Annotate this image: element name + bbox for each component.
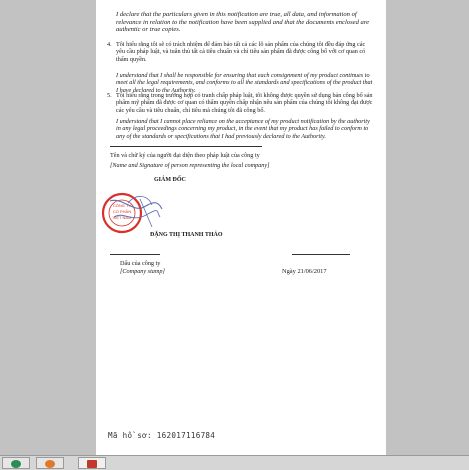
document-page[interactable] — [96, 0, 386, 455]
taskbar — [0, 455, 469, 470]
stamp-title: GIÁM ĐỐC — [154, 177, 186, 183]
item-5-text-vn: Tôi hiểu rằng trong trường hợp có tranh chấp pháp luật, tôi không được quyền sử dụng bản công bố sản phẩm mỹ phẩm đã được cơ quan có thẩm quyền chấp nhận nêu sản phẩm của chúng tôi không đạt được các yêu cầu và tiêu chuẩn, chỉ tiêu mà chúng tôi đã công bố. — [116, 92, 373, 114]
svg-text:CÔNG TY: CÔNG TY — [112, 203, 132, 208]
taskbar-button-3[interactable] — [78, 457, 106, 469]
signature-label-en: [Name and Signature of person representing the local company] — [110, 162, 270, 169]
item-4-text-en: I understand that I shall be responsible for ensuring that each consignment of my product continues to meet all the legal requirements, and conforms to all the standards and specifications of the product that I have declared to the Authority. — [116, 72, 373, 94]
date-line — [292, 254, 350, 255]
signature-date: Ngày 21/06/2017 — [282, 268, 327, 275]
signer-name: ĐẶNG THỊ THANH THẢO — [150, 232, 223, 238]
taskbar-button-1[interactable] — [2, 457, 30, 469]
viewer-background-right — [386, 0, 469, 455]
taskbar-button-2[interactable] — [36, 457, 64, 469]
company-stamp-label-en: [Company stamp] — [120, 268, 165, 275]
company-stamp-line — [110, 254, 160, 255]
item-5-number: 5. — [107, 92, 112, 99]
app-orange-icon — [45, 460, 55, 468]
app-red-icon — [87, 460, 97, 468]
svg-text:CỔ PHẦN: CỔ PHẦN — [112, 209, 132, 214]
item-4-text-vn: Tôi hiểu rằng tôi sẽ có trách nhiệm để đảm bảo tất cả các lô sản phẩm của chúng tôi đều đáp ứng các yêu cầu pháp luật, và tuân thủ tất cả tiêu chuẩn và chỉ tiêu sản phẩm đã được công bố với cơ quan có thẩm quyền. — [116, 41, 366, 63]
declaration-intro-en: I declare that the particulars given in this notification are true, all data, and information of relevance in relation to the notification have been supplied and that the documents enclosed are authentic or true copies. — [116, 11, 370, 34]
company-stamp-label-vn: Dấu của công ty — [120, 260, 161, 267]
app-green-icon — [11, 460, 21, 468]
signature-divider — [110, 146, 262, 147]
signature-label-vn: Tên và chữ ký của người đại diện theo pháp luật của công ty — [110, 152, 260, 159]
item-5-text-en: I understand that I cannot place reliance on the acceptance of my product notification by the authority in any legal proceedings concerning my product, in the event that my product has failed to conform to any of the standards or specifications that I had previously declared to the Authority. — [116, 118, 370, 140]
item-4-number: 4. — [107, 41, 112, 48]
viewer-background-left — [0, 0, 96, 455]
svg-text:VIỆT NAM: VIỆT NAM — [112, 215, 132, 220]
document-code: Mã hồ sơ: 162017116784 — [108, 431, 216, 440]
